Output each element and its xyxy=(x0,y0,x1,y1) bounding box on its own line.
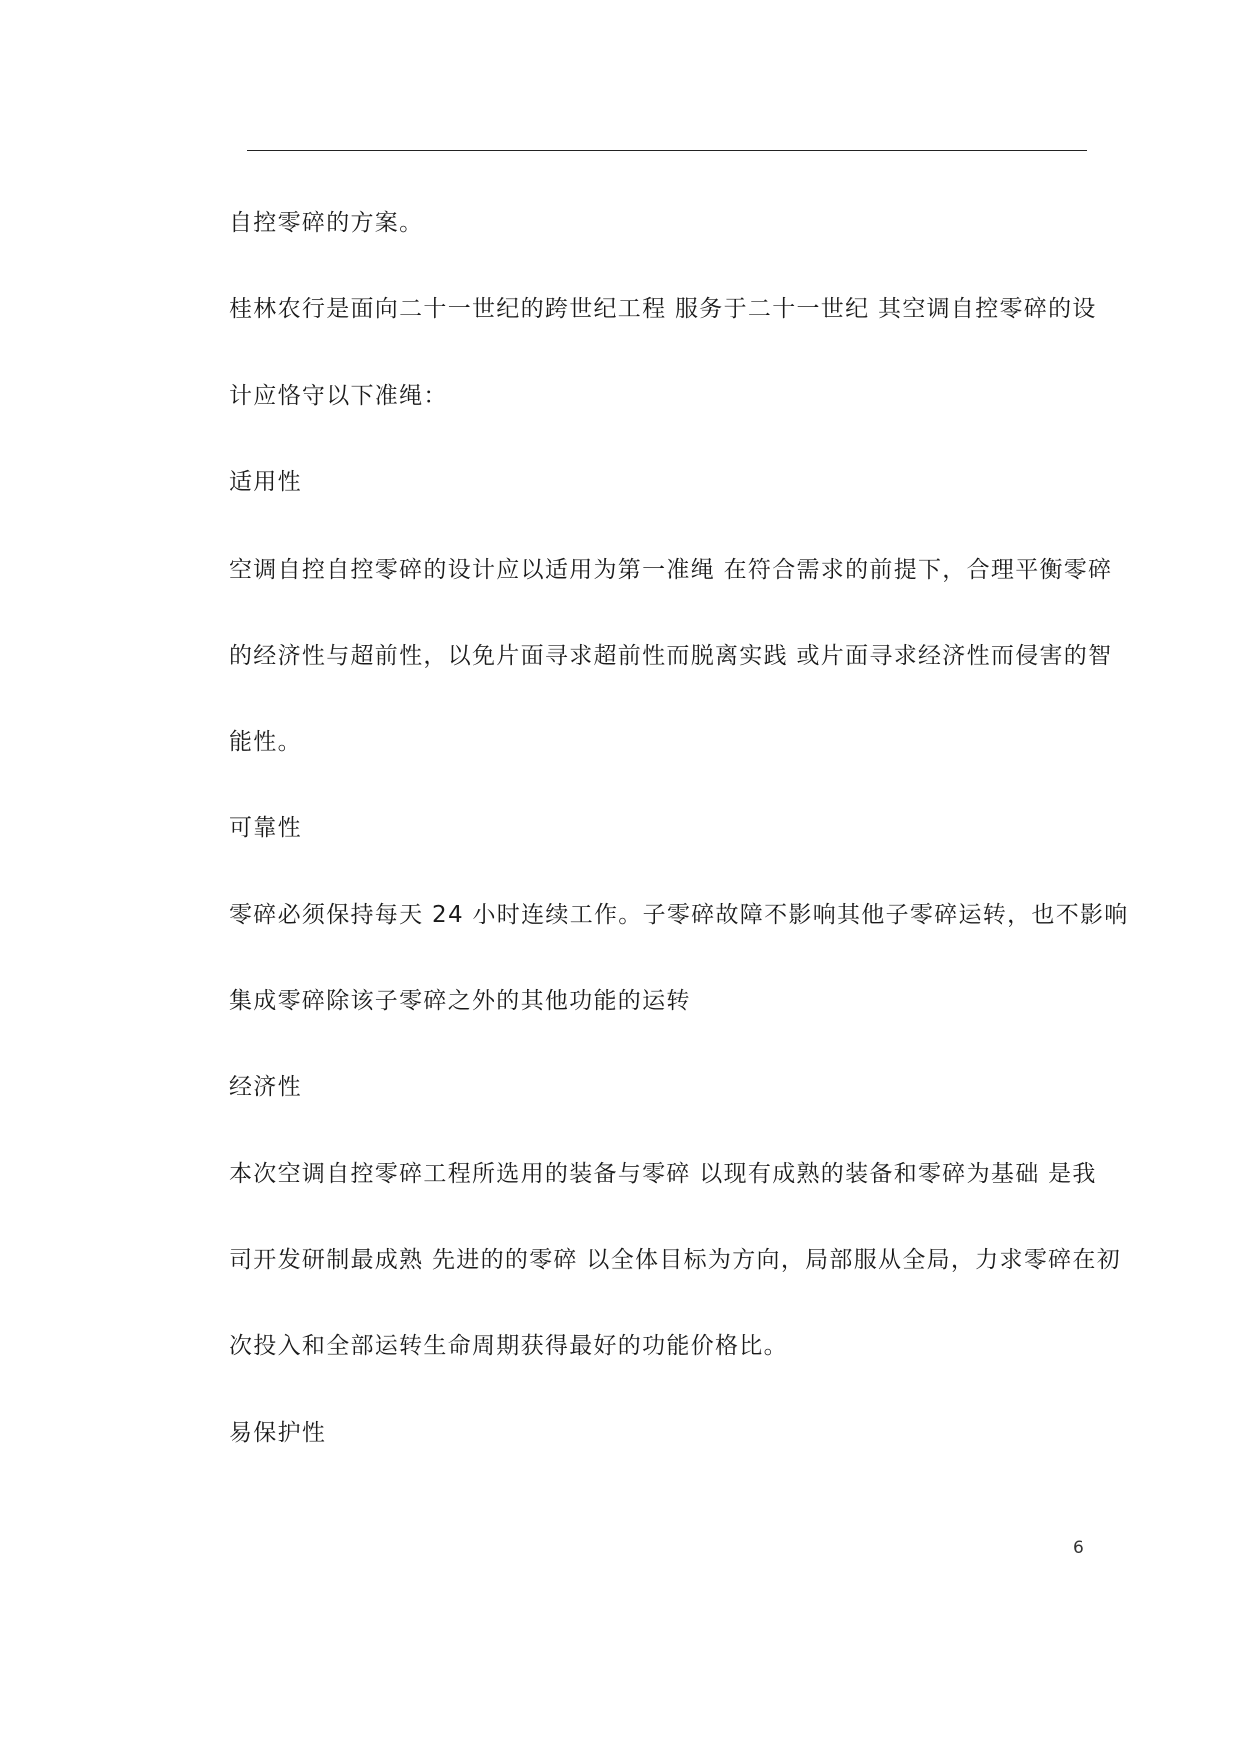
section-heading-maintainability: 易保护性 xyxy=(229,1420,327,1446)
page-number: 6 xyxy=(1073,1538,1084,1558)
section-heading-reliability: 可靠性 xyxy=(229,815,302,841)
text-line: 自控零碎的方案。 xyxy=(229,210,424,236)
text-line: 能性。 xyxy=(229,729,302,755)
text-line: 司开发研制最成熟 先进的的零碎 以全体目标为方向，局部服从全局，力求零碎在初 xyxy=(229,1247,1122,1273)
text-line: 计应恪守以下准绳： xyxy=(229,383,448,409)
header-rule xyxy=(247,150,1087,151)
section-heading-economy: 经济性 xyxy=(229,1074,302,1100)
text-line: 零碎必须保持每天 24 小时连续工作。子零碎故障不影响其他子零碎运转，也不影响 xyxy=(229,902,1129,928)
section-heading-applicability: 适用性 xyxy=(229,469,302,495)
text-line: 集成零碎除该子零碎之外的其他功能的运转 xyxy=(229,988,691,1014)
text-line: 次投入和全部运转生命周期获得最好的功能价格比。 xyxy=(229,1333,788,1359)
text-line: 桂林农行是面向二十一世纪的跨世纪工程 服务于二十一世纪 其空调自控零碎的设 xyxy=(229,296,1097,322)
text-line: 本次空调自控零碎工程所选用的装备与零碎 以现有成熟的装备和零碎为基础 是我 xyxy=(229,1161,1097,1187)
text-line: 的经济性与超前性，以免片面寻求超前性而脱离实践 或片面寻求经济性而侵害的智 xyxy=(229,643,1113,669)
text-line: 空调自控自控零碎的设计应以适用为第一准绳 在符合需求的前提下，合理平衡零碎 xyxy=(229,557,1113,583)
